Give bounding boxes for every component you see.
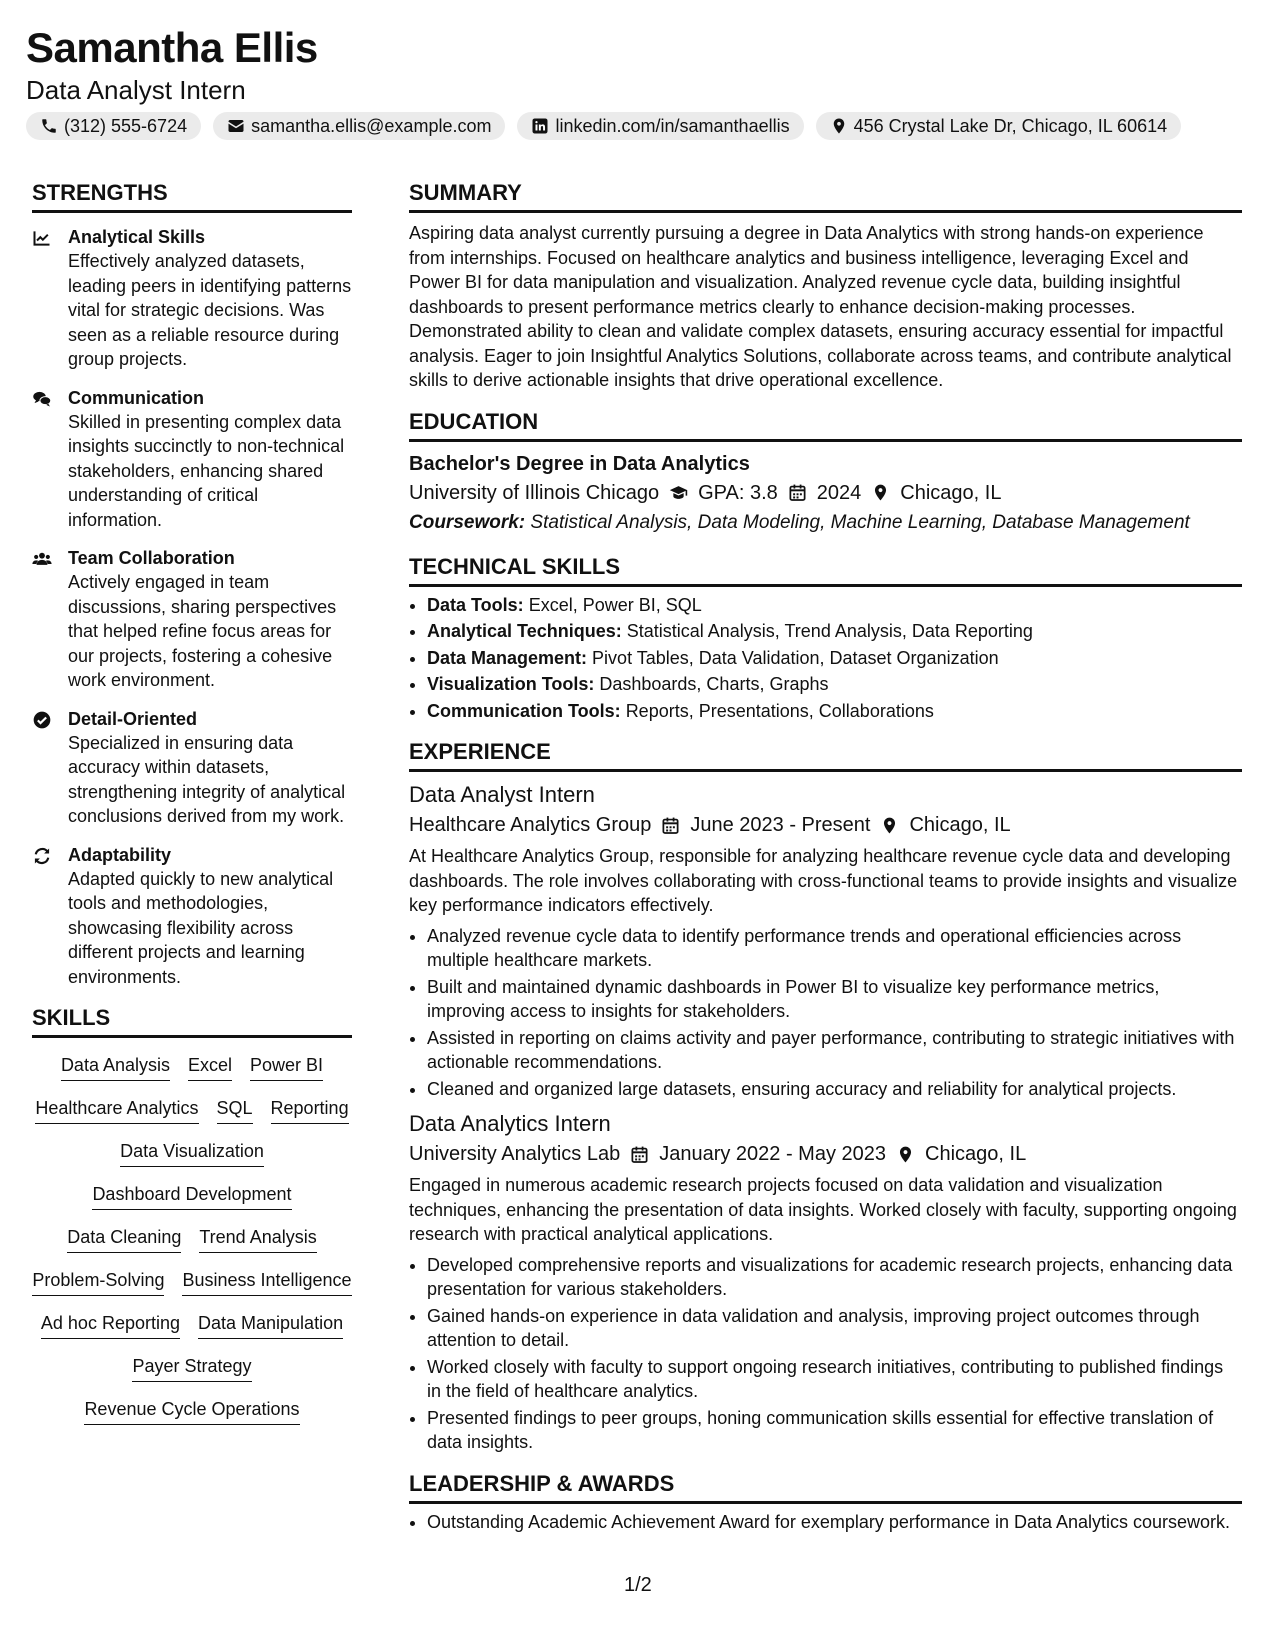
linkedin-text: linkedin.com/in/samanthaellis bbox=[555, 116, 790, 136]
summary-heading: SUMMARY bbox=[409, 178, 1242, 213]
technical-skills-section bbox=[409, 552, 1242, 724]
job-entry bbox=[409, 780, 1242, 1101]
technical-skill-value: Statistical Analysis, Trend Analysis, Data Reporting bbox=[626, 621, 1033, 641]
skills-section bbox=[32, 1003, 352, 1425]
job-dates: June 2023 - Present bbox=[690, 814, 871, 836]
skill-tag: Reporting bbox=[271, 1095, 349, 1124]
skills-heading: SKILLS bbox=[32, 1003, 352, 1038]
linkedin-icon bbox=[531, 117, 549, 135]
phone-icon bbox=[40, 117, 58, 135]
skill-tag: Revenue Cycle Operations bbox=[84, 1396, 299, 1425]
strength-desc: Effectively analyzed datasets, leading peers in identifying patterns vital for strategic decisions. Was seen as a reliable resource during group projects. bbox=[68, 251, 352, 369]
job-title: Data Analytics Intern bbox=[409, 1111, 611, 1136]
strength-title: Analytical Skills bbox=[68, 227, 206, 247]
map-marker-icon bbox=[830, 117, 848, 135]
coursework-list: Statistical Analysis, Data Modeling, Machine Learning, Database Management bbox=[530, 511, 1190, 533]
skill-tag: Problem-Solving bbox=[32, 1267, 164, 1296]
technical-skill-value: Reports, Presentations, Collaborations bbox=[625, 700, 934, 721]
calendar-icon bbox=[630, 1145, 649, 1164]
skill-tag: Excel bbox=[188, 1052, 232, 1081]
contact-bar bbox=[26, 112, 1246, 140]
job-dates: January 2022 - May 2023 bbox=[659, 1143, 887, 1165]
skill-tag: Data Visualization bbox=[120, 1138, 264, 1167]
technical-skills-list bbox=[409, 593, 1242, 724]
skill-tag: Dashboard Development bbox=[92, 1181, 291, 1210]
skill-tag: Trend Analysis bbox=[199, 1224, 316, 1253]
strength-item bbox=[32, 225, 352, 372]
strength-title: Communication bbox=[68, 387, 205, 408]
job-description: Engaged in numerous academic research projects focused on data validation and visualization techniques, enhancing the presentation of data insights. Worked closely with faculty, supporting ongoing research with practical analytical applications. bbox=[409, 1175, 1237, 1244]
strength-item bbox=[32, 707, 352, 829]
skill-tag: Business Intelligence bbox=[182, 1267, 351, 1296]
technical-skills-heading: TECHNICAL SKILLS bbox=[409, 552, 1242, 587]
job-bullet: • Assisted in reporting on claims activity and payer performance, contributing to strategic initiatives with actionable recommendations. bbox=[427, 1026, 1242, 1075]
technical-skill-label: Analytical Techniques: bbox=[427, 621, 622, 641]
technical-skill-item bbox=[427, 593, 1242, 618]
map-marker-icon bbox=[871, 483, 890, 502]
strength-title: Adaptability bbox=[68, 844, 172, 865]
technical-skill-item bbox=[427, 699, 1242, 724]
candidate-name: Samantha Ellis bbox=[26, 24, 318, 71]
job-bullet: • Worked closely with faculty to support ongoing research initiatives, contributing to published findings in the field of healthcare analytics. bbox=[427, 1355, 1242, 1404]
technical-skill-label: Data Management: bbox=[427, 647, 588, 668]
check-circle-icon bbox=[32, 710, 52, 730]
technical-skill-item bbox=[427, 619, 1242, 644]
job-entry bbox=[409, 1109, 1242, 1455]
skill-tag: Payer Strategy bbox=[132, 1353, 251, 1382]
education-section bbox=[409, 407, 1242, 538]
technical-skill-value: Excel, Power BI, SQL bbox=[528, 594, 702, 615]
job-bullet: • Analyzed revenue cycle data to identify performance trends and operational efficiencies across multiple healthcare markets. bbox=[427, 924, 1242, 973]
skill-tag: Healthcare Analytics bbox=[35, 1095, 198, 1124]
awards-list bbox=[409, 1510, 1242, 1535]
job-location: Chicago, IL bbox=[925, 1143, 1027, 1165]
email-contact[interactable] bbox=[213, 112, 505, 140]
job-bullets bbox=[409, 924, 1242, 1102]
right-column bbox=[409, 178, 1242, 1536]
skill-tags bbox=[32, 1052, 352, 1425]
strength-item bbox=[32, 843, 352, 990]
coursework-label: Coursework: bbox=[409, 511, 526, 533]
users-icon bbox=[32, 549, 52, 569]
strength-desc: Adapted quickly to new analytical tools and methodologies, showcasing flexibility across different projects and learning environments. bbox=[68, 868, 334, 987]
technical-skill-label: Visualization Tools: bbox=[427, 674, 595, 694]
envelope-icon bbox=[227, 117, 245, 135]
resume-header bbox=[26, 22, 1246, 140]
sync-icon bbox=[32, 846, 52, 866]
degree-title: Bachelor's Degree in Data Analytics bbox=[409, 452, 750, 475]
strength-title: Team Collaboration bbox=[68, 548, 235, 568]
school-name: University of Illinois Chicago bbox=[409, 481, 660, 504]
graduation-year: 2024 bbox=[816, 481, 862, 504]
strength-title: Detail-Oriented bbox=[68, 708, 198, 729]
job-bullet: • Presented findings to peer groups, honing communication skills essential for effective translation of data insights. bbox=[427, 1406, 1242, 1455]
email-text: samantha.ellis@example.com bbox=[251, 116, 492, 136]
skill-tag: Ad hoc Reporting bbox=[41, 1310, 180, 1339]
comments-icon bbox=[32, 389, 52, 409]
job-bullet: • Developed comprehensive reports and visualizations for academic research projects, enhancing data presentation for various stakeholders. bbox=[427, 1253, 1242, 1302]
technical-skill-label: Data Tools: bbox=[427, 594, 524, 615]
strength-item bbox=[32, 546, 352, 693]
education-heading: EDUCATION bbox=[409, 407, 1242, 442]
technical-skill-label: Communication Tools: bbox=[427, 700, 621, 721]
skill-tag: Power BI bbox=[250, 1052, 323, 1081]
job-meta bbox=[409, 810, 1242, 840]
company-name: University Analytics Lab bbox=[409, 1143, 621, 1165]
company-name: Healthcare Analytics Group bbox=[409, 814, 652, 836]
job-bullets bbox=[409, 1253, 1242, 1455]
skill-tag: Data Cleaning bbox=[67, 1224, 181, 1253]
summary-section bbox=[409, 178, 1242, 393]
awards-section bbox=[409, 1469, 1242, 1535]
award-item: • Outstanding Academic Achievement Award for exemplary performance in Data Analytics coursework. bbox=[427, 1510, 1242, 1535]
map-marker-icon bbox=[880, 816, 899, 835]
job-location: Chicago, IL bbox=[909, 814, 1011, 836]
map-marker-icon bbox=[896, 1145, 915, 1164]
experience-heading: EXPERIENCE bbox=[409, 737, 1242, 772]
strength-desc: Skilled in presenting complex data insights succinctly to non-technical stakeholders, enhancing shared understanding of critical information. bbox=[68, 411, 345, 530]
job-title: Data Analyst Intern bbox=[409, 782, 595, 807]
phone-text: (312) 555-6724 bbox=[64, 116, 188, 136]
job-bullet: • Gained hands-on experience in data validation and analysis, improving project outcomes through attention to detail. bbox=[427, 1304, 1242, 1353]
skill-tag: Data Manipulation bbox=[198, 1310, 343, 1339]
address-contact[interactable] bbox=[816, 112, 1182, 140]
strength-desc: Specialized in ensuring data accuracy within datasets, strengthening integrity of analytical conclusions derived from my work. bbox=[68, 732, 346, 826]
strength-item bbox=[32, 386, 352, 533]
education-location: Chicago, IL bbox=[900, 481, 1002, 504]
technical-skill-value: Pivot Tables, Data Validation, Dataset Organization bbox=[592, 647, 999, 668]
job-meta bbox=[409, 1139, 1242, 1169]
candidate-title: Data Analyst Intern bbox=[26, 75, 246, 105]
education-meta bbox=[409, 478, 1242, 508]
technical-skill-item bbox=[427, 646, 1242, 671]
coursework bbox=[409, 508, 1242, 538]
strengths-heading: STRENGTHS bbox=[32, 178, 352, 213]
graduation-cap-icon bbox=[669, 483, 688, 502]
chart-line-icon bbox=[32, 228, 52, 248]
strengths-section bbox=[32, 178, 352, 989]
page-number: 1/2 bbox=[624, 1574, 652, 1596]
job-bullet: • Cleaned and organized large datasets, ensuring accuracy and reliability for analytical projects. bbox=[427, 1077, 1242, 1102]
strength-desc: Actively engaged in team discussions, sharing perspectives that helped refine focus areas for our projects, fostering a cohesive work environment. bbox=[68, 572, 337, 690]
job-bullet: • Built and maintained dynamic dashboards in Power BI to visualize key performance metrics, improving access to insights for stakeholders. bbox=[427, 975, 1242, 1024]
calendar-icon bbox=[788, 483, 807, 502]
address-text: 456 Crystal Lake Dr, Chicago, IL 60614 bbox=[853, 116, 1168, 136]
experience-section bbox=[409, 737, 1242, 1455]
gpa: GPA: 3.8 bbox=[698, 481, 778, 504]
awards-heading: LEADERSHIP & AWARDS bbox=[409, 1469, 1242, 1504]
calendar-icon bbox=[661, 816, 680, 835]
technical-skill-value: Dashboards, Charts, Graphs bbox=[599, 674, 829, 694]
job-description: At Healthcare Analytics Group, responsible for analyzing healthcare revenue cycle data and developing dashboards. The role involves collaborating with cross-functional teams to provide insights and visualize key performance indicators effectively. bbox=[409, 846, 1238, 915]
technical-skill-item bbox=[427, 672, 1242, 697]
linkedin-contact[interactable] bbox=[517, 112, 803, 140]
phone-contact[interactable] bbox=[26, 112, 201, 140]
summary-text: Aspiring data analyst currently pursuing a degree in Data Analytics with strong hands-on experience from internships. Focused on healthcare analytics and business intelligence, leveraging Excel and Power BI for data manipulation and visualization. Analyzed revenue cycle data, building insightful dashboards to present performance metrics clearly to enhance decision-making processes. Demonstrated ability to clean and validate complex datasets, ensuring accuracy essential for impactful analysis. Eager to join Insightful Analytics Solutions, collaborate across teams, and contribute analytical skills to derive actionable insights that drive operational excellence. bbox=[409, 223, 1232, 390]
left-column bbox=[32, 178, 352, 1425]
skill-tag: Data Analysis bbox=[61, 1052, 170, 1081]
skill-tag: SQL bbox=[217, 1095, 253, 1124]
